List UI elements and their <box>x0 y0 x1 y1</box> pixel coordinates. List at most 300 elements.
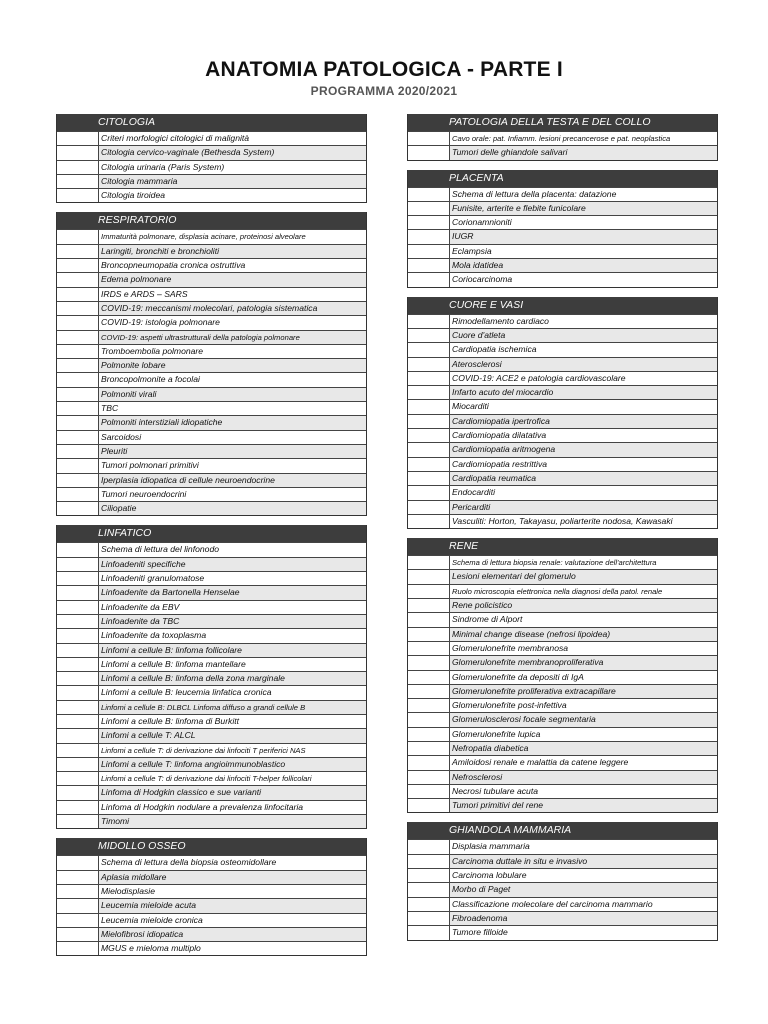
section-respiratorio <box>56 212 367 516</box>
topic-cell: Cardiopatia ischemica <box>452 344 537 355</box>
table-row <box>57 884 366 898</box>
blank-cell <box>57 488 99 501</box>
topic-cell: TBC <box>101 403 119 414</box>
table-row <box>57 757 366 771</box>
table-row <box>57 643 366 657</box>
blank-cell <box>408 556 450 569</box>
table-row <box>408 314 717 328</box>
topic-cell: COVID-19: meccanismi molecolari, patologia sistematica <box>99 302 366 315</box>
table-row <box>408 555 717 569</box>
table-row <box>57 571 366 585</box>
blank-cell <box>408 585 450 598</box>
section-heading: CITOLOGIA <box>57 114 366 131</box>
table-row <box>408 569 717 583</box>
section-heading: LINFATICO <box>57 525 366 542</box>
blank-cell <box>57 288 99 301</box>
blank-cell <box>57 856 99 869</box>
topic-cell: Corionamnioniti <box>452 217 512 228</box>
table-row <box>57 330 366 344</box>
table-row <box>57 743 366 757</box>
section-placenta <box>407 170 718 288</box>
topic-cell: Linfomi a cellule T: di derivazione dai linfociti T periferici NAS <box>101 745 306 755</box>
table-row <box>57 344 366 358</box>
blank-cell <box>57 586 99 599</box>
table-row <box>57 685 366 699</box>
table-row <box>408 584 717 598</box>
table-row <box>57 700 366 714</box>
table-row <box>408 627 717 641</box>
blank-cell <box>57 459 99 472</box>
topic-cell: Morbo di Paget <box>450 883 717 896</box>
table-row <box>57 188 366 202</box>
table-row <box>57 714 366 728</box>
topic-cell: Polmonite lobare <box>99 359 366 372</box>
blank-cell <box>408 230 450 243</box>
topic-cell: Tumori primitivi del rene <box>450 799 717 812</box>
topic-cell: Vasculiti: Horton, Takayasu, poliarterite nodosa, Kawasaki <box>452 515 673 526</box>
blank-cell <box>57 302 99 315</box>
table-row <box>57 458 366 472</box>
blank-cell <box>57 316 99 329</box>
topic-cell: Glomerulosclerosi focale segmentaria <box>450 713 717 726</box>
table-row <box>408 442 717 456</box>
topic-cell: Nefropatia diabetica <box>450 742 717 755</box>
table-row <box>408 272 717 286</box>
topic-cell: Rimodellamento cardiaco <box>452 315 549 326</box>
blank-cell <box>408 202 450 215</box>
blank-cell <box>408 458 450 471</box>
table-row <box>408 229 717 243</box>
topic-cell: Ruolo microscopia elettronica nella diagnosi della patol. renale <box>452 586 663 596</box>
blank-cell <box>408 216 450 229</box>
blank-cell <box>57 615 99 628</box>
section-patologia-della-testa-e-del-collo <box>407 114 718 161</box>
table-row <box>57 913 366 927</box>
topic-cell: Pleuriti <box>99 445 366 458</box>
topic-cell: Tumori delle ghiandole salivari <box>450 146 717 159</box>
blank-cell <box>408 415 450 428</box>
blank-cell <box>57 715 99 728</box>
blank-cell <box>408 883 450 896</box>
topic-cell: Necrosi tubulare acuta <box>452 785 538 796</box>
table-row <box>408 868 717 882</box>
table-row <box>408 770 717 784</box>
blank-cell <box>57 345 99 358</box>
topic-cell: Tumori neuroendocrini <box>101 488 187 499</box>
table-row <box>408 428 717 442</box>
section-heading: PLACENTA <box>408 170 717 187</box>
topic-cell: Fibroadenoma <box>450 912 717 925</box>
blank-cell <box>57 175 99 188</box>
topic-cell: Amiloidosi renale e malattia da catene leggere <box>452 757 629 768</box>
table-row <box>408 882 717 896</box>
topic-cell: Cardiomiopatia aritmogena <box>450 443 717 456</box>
topic-cell: COVID-19: istologia polmonare <box>101 317 220 328</box>
table-row <box>408 641 717 655</box>
table-row <box>408 839 717 853</box>
table-row <box>408 485 717 499</box>
blank-cell <box>408 869 450 882</box>
blank-cell <box>57 474 99 487</box>
topic-cell: Minimal change disease (nefrosi lipoidea) <box>450 628 717 641</box>
blank-cell <box>57 146 99 159</box>
topic-cell: Glomerulonefrite membranoproliferativa <box>450 656 717 669</box>
blank-cell <box>57 871 99 884</box>
blank-cell <box>408 912 450 925</box>
blank-cell <box>408 656 450 669</box>
topic-cell: Linfomi a cellule B: linfoma della zona marginale <box>99 672 366 685</box>
table-row <box>408 131 717 145</box>
blank-cell <box>57 245 99 258</box>
table-row <box>408 357 717 371</box>
blank-cell <box>57 132 99 145</box>
topic-cell: Linfoma di Hodgkin classico e sue varianti <box>99 786 366 799</box>
table-row <box>57 941 366 955</box>
table-row <box>57 557 366 571</box>
topic-cell: Linfomi a cellule T: linfoma angioimmunoblastico <box>99 758 366 771</box>
table-row <box>57 898 366 912</box>
topic-cell: Broncopolmonite a focolai <box>101 374 200 385</box>
topic-cell: Schema di lettura della placenta: datazione <box>452 188 617 199</box>
topic-cell: Rene policistico <box>450 599 717 612</box>
blank-cell <box>57 331 99 344</box>
left-column <box>56 114 367 965</box>
table-row <box>57 287 366 301</box>
topic-cell: Edema polmonare <box>99 273 366 286</box>
blank-cell <box>57 744 99 757</box>
blank-cell <box>57 928 99 941</box>
blank-cell <box>408 728 450 741</box>
topic-cell: Pericarditi <box>450 501 717 514</box>
blank-cell <box>57 431 99 444</box>
blank-cell <box>408 273 450 286</box>
blank-cell <box>57 629 99 642</box>
topic-cell: Cardiomiopatia dilatativa <box>452 430 547 441</box>
topic-cell: Carcinoma duttale in situ e invasivo <box>450 855 717 868</box>
topic-cell: Linfoadenite da toxoplasma <box>101 630 207 641</box>
topic-cell: Carcinoma lobulare <box>452 870 527 881</box>
blank-cell <box>57 273 99 286</box>
table-row <box>57 800 366 814</box>
topic-cell: Ciliopatie <box>99 502 366 515</box>
table-row <box>57 415 366 429</box>
table-row <box>408 655 717 669</box>
topic-cell: Polmoniti virali <box>99 388 366 401</box>
section-cuore-e-vasi <box>407 297 718 529</box>
table-row <box>408 741 717 755</box>
topic-cell: Linfomi a cellule B: leucemia linfatica cronica <box>101 687 272 698</box>
table-row <box>57 160 366 174</box>
blank-cell <box>57 445 99 458</box>
table-row <box>57 372 366 386</box>
topic-cell: Cavo orale: pat. Infiamm. lesioni precancerose e pat. neoplastica <box>452 134 671 143</box>
table-row <box>408 854 717 868</box>
blank-cell <box>408 501 450 514</box>
blank-cell <box>57 772 99 785</box>
blank-cell <box>408 358 450 371</box>
blank-cell <box>57 885 99 898</box>
topic-cell: Linfomi a cellule T: ALCL <box>99 729 366 742</box>
blank-cell <box>57 729 99 742</box>
blank-cell <box>57 701 99 714</box>
topic-cell: Miocarditi <box>452 401 489 412</box>
table-row <box>57 927 366 941</box>
topic-cell: COVID-19: aspetti ultrastrutturali della patologia polmonare <box>99 331 366 344</box>
table-row <box>57 229 366 243</box>
blank-cell <box>408 472 450 485</box>
table-row <box>57 728 366 742</box>
table-row <box>408 712 717 726</box>
topic-cell: Coriocarcinoma <box>452 274 513 285</box>
table-row <box>408 514 717 528</box>
section-citologia <box>56 114 367 203</box>
section-ghiandola-mammaria <box>407 822 718 940</box>
table-row <box>408 897 717 911</box>
topic-cell: Sindrome di Alport <box>452 614 523 625</box>
table-row <box>57 771 366 785</box>
table-row <box>57 487 366 501</box>
topic-cell: Cardiomiopatia restrittiva <box>452 458 548 469</box>
blank-cell <box>57 658 99 671</box>
topic-cell: Aplasia midollare <box>99 871 366 884</box>
topic-cell: Glomerulonefrite membranosa <box>452 642 569 653</box>
topic-cell: Tumore filloide <box>452 927 508 938</box>
table-row <box>57 657 366 671</box>
table-row <box>57 244 366 258</box>
section-heading: RENE <box>408 538 717 555</box>
blank-cell <box>57 259 99 272</box>
table-row <box>57 301 366 315</box>
blank-cell <box>57 161 99 174</box>
topic-cell: Mola idatidea <box>450 259 717 272</box>
table-row <box>408 911 717 925</box>
blank-cell <box>408 855 450 868</box>
blank-cell <box>408 840 450 853</box>
blank-cell <box>408 386 450 399</box>
table-row <box>57 272 366 286</box>
table-row <box>57 814 366 828</box>
topic-cell: Linfomi a cellule B: linfoma follicolare <box>99 644 366 657</box>
blank-cell <box>408 343 450 356</box>
blank-cell <box>408 713 450 726</box>
topic-cell: Linfoma di Hodgkin nodulare a prevalenza linfocitaria <box>101 801 304 812</box>
table-row <box>408 798 717 812</box>
blank-cell <box>408 315 450 328</box>
table-row <box>57 855 366 869</box>
topic-cell: Citologia cervico-vaginale (Bethesda System) <box>99 146 366 159</box>
blank-cell <box>57 686 99 699</box>
blank-cell <box>57 502 99 515</box>
blank-cell <box>408 628 450 641</box>
topic-cell: Linfoadeniti granulomatose <box>101 573 205 584</box>
page-title: ANATOMIA PATOLOGICA - PARTE I <box>205 58 563 81</box>
table-row <box>57 600 366 614</box>
blank-cell <box>408 188 450 201</box>
table-row <box>57 444 366 458</box>
section-linfatico <box>56 525 367 829</box>
topic-cell: Linfoadenite da TBC <box>99 615 366 628</box>
topic-cell: Funisite, arterite e flebite funicolare <box>450 202 717 215</box>
topic-cell: Citologia mammaria <box>99 175 366 188</box>
table-row <box>57 628 366 642</box>
table-row <box>57 614 366 628</box>
topic-cell: Nefrosclerosi <box>450 771 717 784</box>
blank-cell <box>408 799 450 812</box>
blank-cell <box>57 543 99 556</box>
blank-cell <box>408 671 450 684</box>
topic-cell: Polmoniti interstiziali idiopatiche <box>99 416 366 429</box>
blank-cell <box>57 801 99 814</box>
table-row <box>408 258 717 272</box>
page-subtitle: PROGRAMMA 2020/2021 <box>310 84 458 98</box>
blank-cell <box>408 785 450 798</box>
blank-cell <box>57 373 99 386</box>
table-row <box>408 612 717 626</box>
blank-cell <box>408 429 450 442</box>
section-heading: CUORE E VASI <box>408 297 717 314</box>
topic-cell: Aterosclerosi <box>450 358 717 371</box>
table-row <box>408 414 717 428</box>
topic-cell: Linfomi a cellule B: linfoma di Burkitt <box>101 715 240 726</box>
table-row <box>57 258 366 272</box>
table-row <box>57 785 366 799</box>
table-row <box>408 457 717 471</box>
section-heading: GHIANDOLA MAMMARIA <box>408 822 717 839</box>
topic-cell: Linfomi a cellule T: di derivazione dai linfociti T-helper follicolari <box>101 774 312 784</box>
blank-cell <box>57 189 99 202</box>
table-row <box>57 131 366 145</box>
table-row <box>408 670 717 684</box>
topic-cell: Iperplasia idiopatica di cellule neuroendocrine <box>99 474 366 487</box>
table-row <box>57 145 366 159</box>
table-row <box>408 598 717 612</box>
table-row <box>408 399 717 413</box>
blank-cell <box>408 372 450 385</box>
table-row <box>57 585 366 599</box>
table-row <box>57 387 366 401</box>
table-row <box>408 342 717 356</box>
topic-cell: Lesioni elementari del glomerulo <box>450 570 717 583</box>
topic-cell: Schema di lettura del linfonodo <box>101 544 220 555</box>
blank-cell <box>57 359 99 372</box>
table-row <box>408 727 717 741</box>
table-row <box>408 328 717 342</box>
topic-cell: Sarcoidosi <box>101 431 142 442</box>
blank-cell <box>408 926 450 939</box>
blank-cell <box>408 259 450 272</box>
topic-cell: Citologia urinaria (Paris System) <box>101 161 225 172</box>
topic-cell: Glomerulonefrite lupica <box>452 728 541 739</box>
topic-cell: Linfoadenite da EBV <box>101 601 180 612</box>
topic-cell: Cardiomiopatia ipertrofica <box>450 415 717 428</box>
blank-cell <box>57 230 99 243</box>
topic-cell: Leucemia mieloide acuta <box>99 899 366 912</box>
table-row <box>408 201 717 215</box>
blank-cell <box>408 400 450 413</box>
blank-cell <box>408 699 450 712</box>
blank-cell <box>408 132 450 145</box>
table-row <box>408 145 717 159</box>
topic-cell: MGUS e mieloma multiplo <box>101 943 201 954</box>
table-row <box>408 500 717 514</box>
blank-cell <box>57 758 99 771</box>
topic-cell: Glomerulonefrite post-infettiva <box>452 700 567 711</box>
topic-cell: Tumori polmonari primitivi <box>101 460 199 471</box>
section-heading: PATOLOGIA DELLA TESTA E DEL COLLO <box>408 114 717 131</box>
table-row <box>408 471 717 485</box>
blank-cell <box>57 644 99 657</box>
topic-cell: Immaturità polmonare, displasia acinare, proteinosi alveolare <box>101 232 306 242</box>
topic-cell: Glomerulonefrite proliferativa extracapillare <box>450 685 717 698</box>
table-row <box>408 698 717 712</box>
table-row <box>408 925 717 939</box>
blank-cell <box>408 570 450 583</box>
topic-cell: Broncopneumopatia cronica ostruttiva <box>101 260 246 271</box>
topic-cell: Tromboembolia polmonare <box>101 345 204 356</box>
table-row <box>57 671 366 685</box>
table-row <box>408 215 717 229</box>
topic-cell: Infarto acuto del miocardio <box>450 386 717 399</box>
topic-cell: Classificazione molecolare del carcinoma mammario <box>452 898 653 909</box>
blank-cell <box>408 515 450 528</box>
table-row <box>57 358 366 372</box>
table-row <box>57 174 366 188</box>
topic-cell: IUGR <box>450 230 717 243</box>
table-row <box>57 542 366 556</box>
table-row <box>408 244 717 258</box>
topic-cell: Endocarditi <box>452 487 495 498</box>
blank-cell <box>57 899 99 912</box>
blank-cell <box>408 685 450 698</box>
table-row <box>57 315 366 329</box>
table-row <box>57 870 366 884</box>
blank-cell <box>408 443 450 456</box>
topic-cell: Laringiti, bronchiti e bronchioliti <box>99 245 366 258</box>
blank-cell <box>408 898 450 911</box>
topic-cell: Linfoadenite da Bartonella Henselae <box>99 586 366 599</box>
blank-cell <box>408 486 450 499</box>
blank-cell <box>408 642 450 655</box>
blank-cell <box>408 613 450 626</box>
table-row <box>57 430 366 444</box>
blank-cell <box>57 601 99 614</box>
topic-cell: Cuore d'atleta <box>450 329 717 342</box>
table-row <box>408 684 717 698</box>
topic-cell: Linfoadeniti specifiche <box>99 558 366 571</box>
blank-cell <box>57 416 99 429</box>
blank-cell <box>408 245 450 258</box>
section-heading: RESPIRATORIO <box>57 212 366 229</box>
topic-cell: Criteri morfologici citologici di malignità <box>101 133 250 143</box>
topic-cell: Mielodisplasie <box>101 885 155 896</box>
blank-cell <box>57 914 99 927</box>
blank-cell <box>57 388 99 401</box>
topic-cell: IRDS e ARDS – SARS <box>101 288 188 299</box>
topic-cell: Linfomi a cellule B: linfoma mantellare <box>101 658 246 669</box>
topic-cell: Eclampsia <box>452 245 492 256</box>
table-row <box>57 473 366 487</box>
blank-cell <box>408 771 450 784</box>
topic-cell: Citologia tiroidea <box>101 190 166 201</box>
right-column <box>407 114 718 950</box>
blank-cell <box>408 599 450 612</box>
blank-cell <box>57 786 99 799</box>
topic-cell: Leucemia mieloide cronica <box>101 914 203 925</box>
blank-cell <box>408 329 450 342</box>
table-row <box>57 501 366 515</box>
section-midollo-osseo <box>56 838 367 956</box>
topic-cell: Schema di lettura biopsia renale: valutazione dell'architettura <box>452 558 657 568</box>
